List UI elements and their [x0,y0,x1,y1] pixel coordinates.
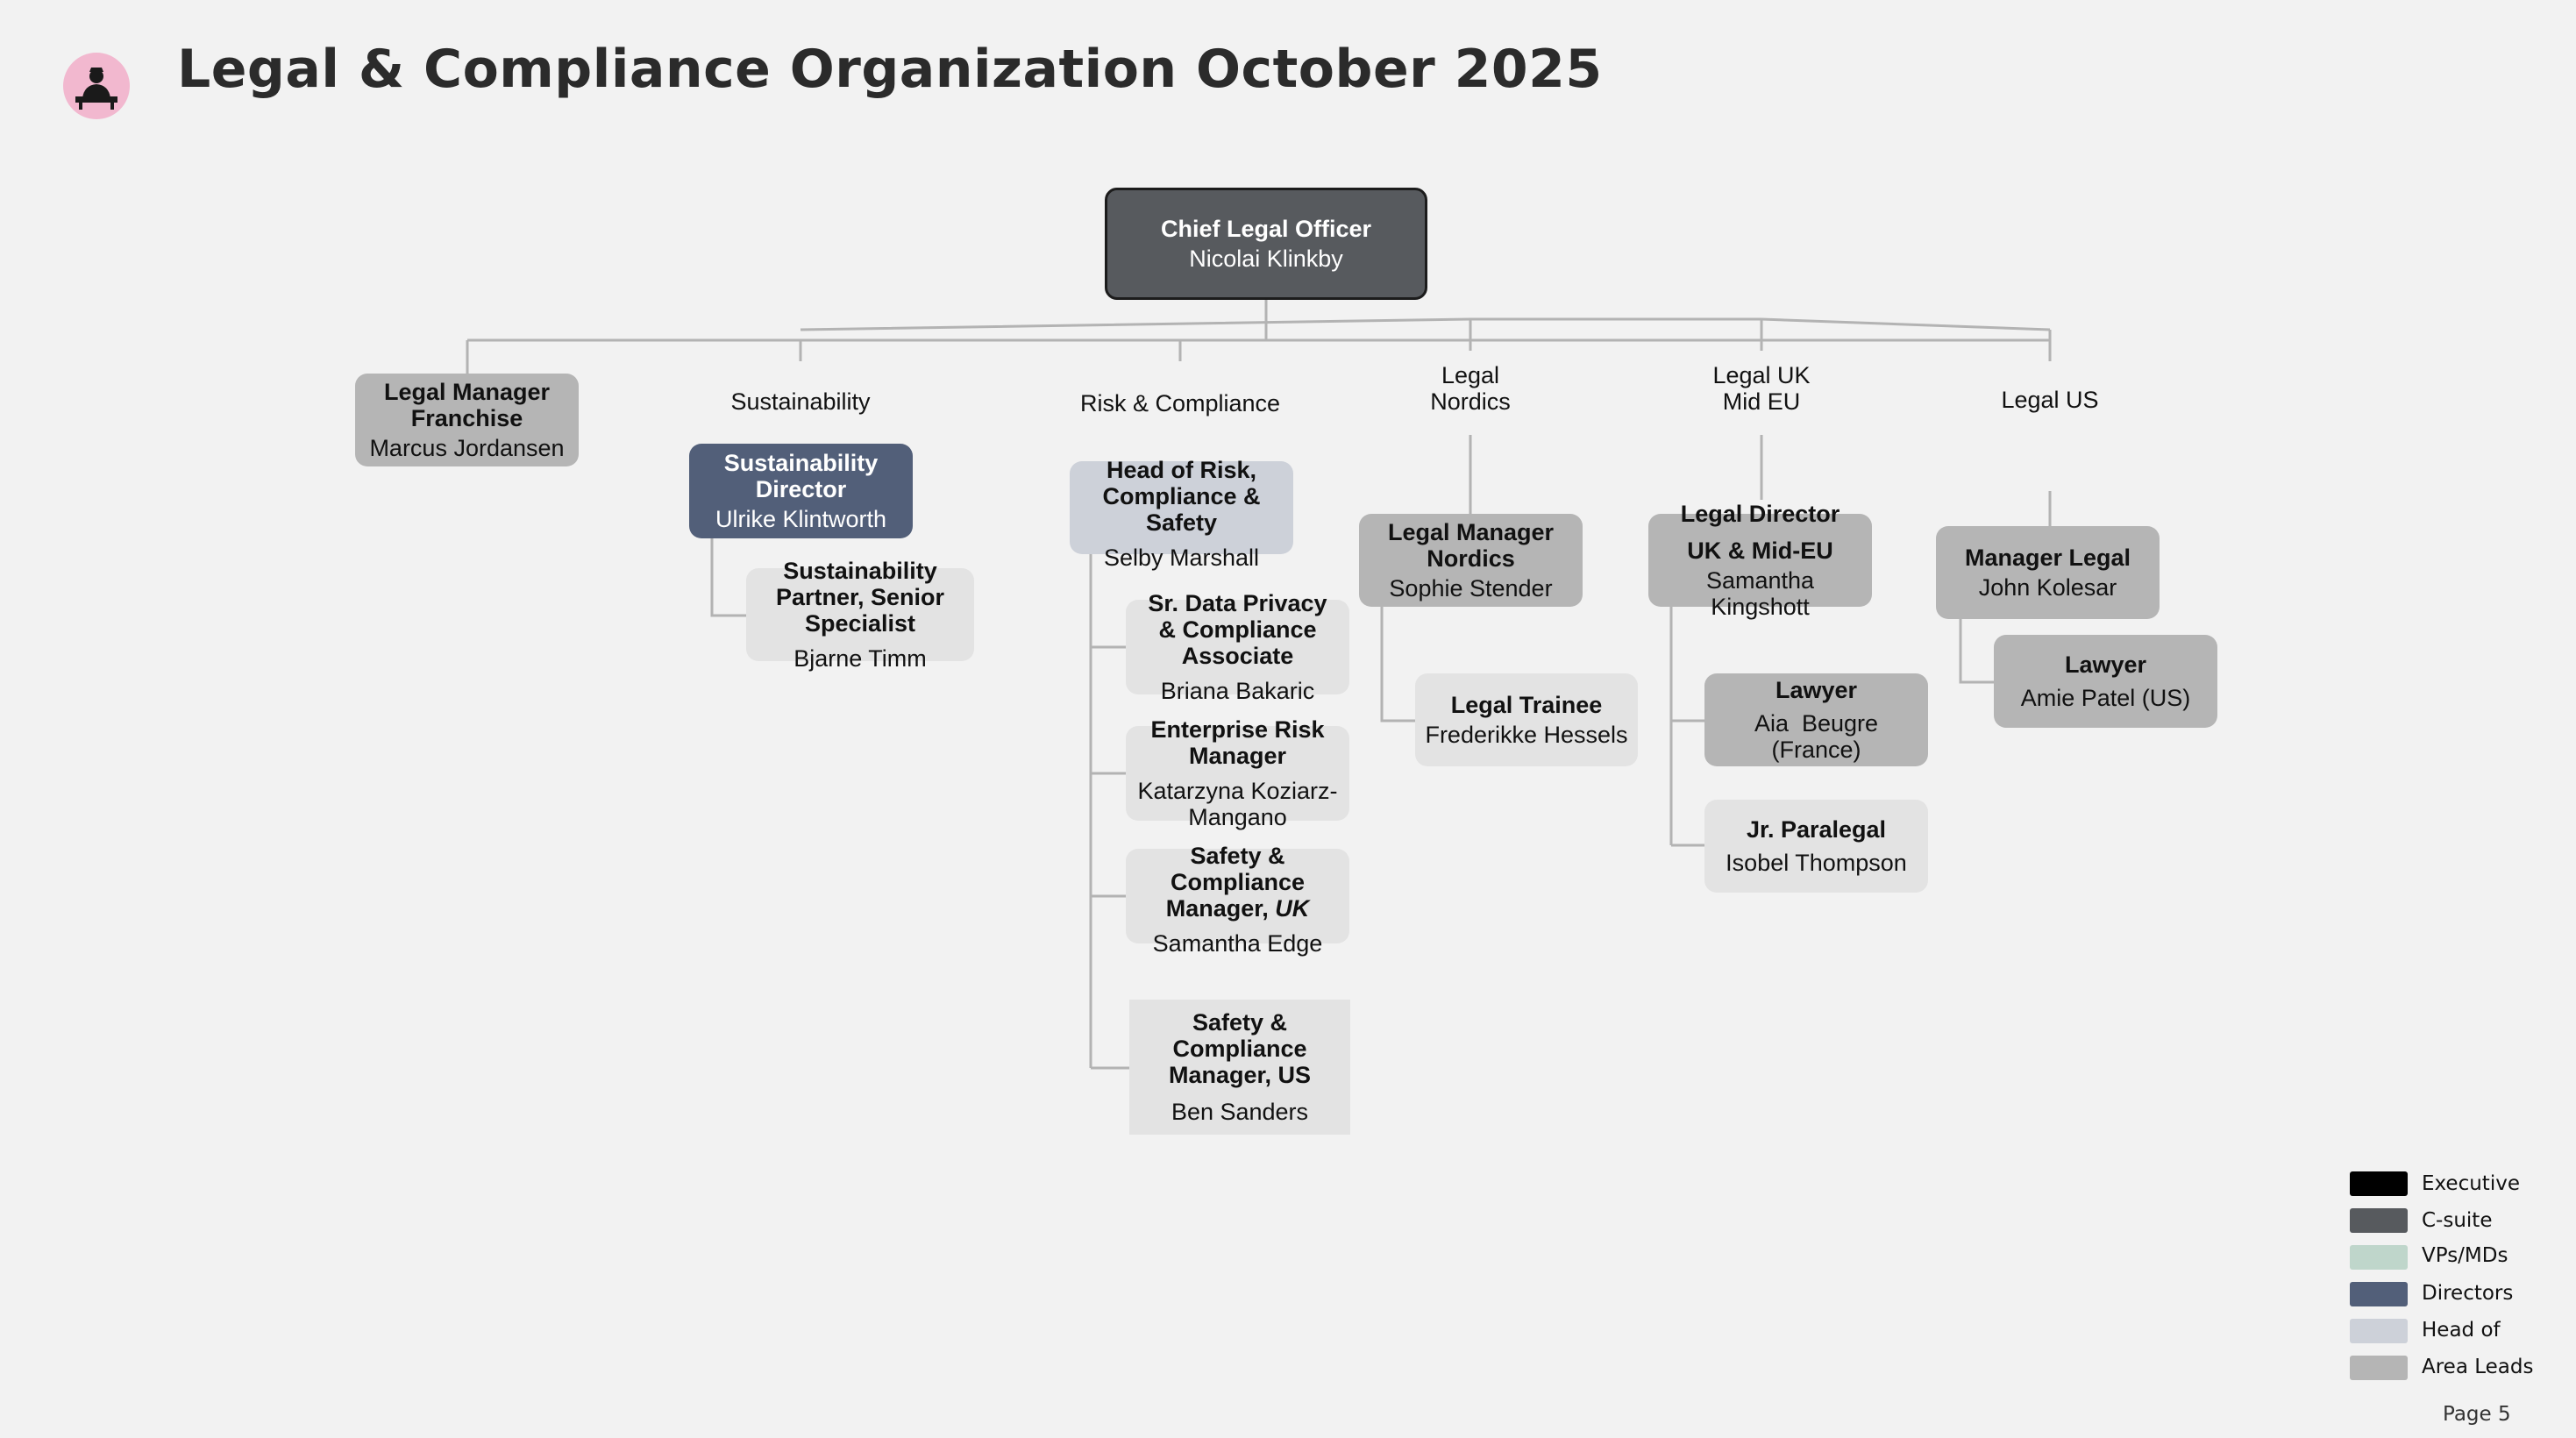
safety-us-name: Ben Sanders [1171,1099,1309,1126]
dept-ukmideu: Legal UK Mid EU [1712,362,1811,415]
safety-uk-name: Samantha Edge [1152,930,1323,957]
safety-uk-role [1163,843,1313,922]
enterprise-risk-card[interactable] [1126,715,1349,831]
head-risk-role: Head of Risk, Compliance & Safety [1102,456,1261,536]
uk-lawyer-name: Aia Beugre (France) [1754,709,1885,764]
us-manager-role: Manager Legal [1964,544,2131,571]
legend-swatch-head-of [2350,1319,2408,1343]
legend-swatch-vps-mds [2350,1245,2408,1270]
uk-lawyer-role: Lawyer [1775,676,1858,703]
dept-nordics: Legal Nordics [1430,362,1511,415]
dept-sustainability: Sustainability [730,388,871,415]
franchise-name: Marcus Jordansen [369,435,565,462]
safety-us-role: Safety & Compliance Manager, US [1168,1008,1312,1088]
safety-uk-role-prefix: Safety & Compliance Manager, [1165,842,1306,922]
legend-label-directors: Directors [2422,1282,2514,1305]
us-lawyer-name: Amie Patel (US) [2020,685,2191,711]
uk-director-role [1681,501,1840,564]
enterprise-risk-name: Katarzyna Koziarz-Mangano [1137,778,1338,831]
sustainability-director-card[interactable] [689,444,913,538]
uk-director-role-line2: UK & Mid-EU [1687,537,1833,564]
us-lawyer-role: Lawyer [2064,651,2147,678]
nordics-trainee-role: Legal Trainee [1450,691,1603,718]
sustainability-partner-name: Bjarne Timm [793,645,927,673]
clo-name: Nicolai Klinkby [1189,246,1343,272]
uk-director-role-line1: Legal Director [1680,500,1840,527]
sustainability-director-role: Sustainability Director [723,449,879,502]
legend-swatch-executive [2350,1171,2408,1196]
nordics-trainee-card[interactable] [1415,673,1638,766]
uk-lawyer-card[interactable] [1704,673,1928,766]
legend-label-head-of: Head of [2422,1319,2501,1342]
dept-risk: Risk & Compliance [1079,390,1281,416]
clo-card[interactable] [1105,188,1427,300]
head-risk-name: Selby Marshall [1103,545,1260,572]
enterprise-risk-role: Enterprise Risk Manager [1150,715,1325,769]
uk-director-name: Samantha Kingshott [1705,567,1815,621]
us-manager-name: John Kolesar [1978,574,2117,601]
data-privacy-card[interactable] [1126,589,1349,705]
legend-label-c-suite: C-suite [2422,1209,2493,1232]
us-manager-card[interactable] [1936,526,2160,619]
sustainability-partner-role: Sustainability Partner, Senior Specialist [775,557,945,637]
data-privacy-role: Sr. Data Privacy & Compliance Associate [1148,589,1327,669]
nordics-manager-card[interactable] [1359,514,1583,607]
uk-director-card[interactable] [1648,500,1872,621]
us-lawyer-card[interactable] [1994,635,2217,728]
franchise-card[interactable] [355,374,579,466]
legend-swatch-directors [2350,1282,2408,1306]
sustainability-director-name: Ulrike Klintworth [715,506,887,533]
uk-paralegal-name: Isobel Thompson [1726,850,1907,876]
legend-swatch-area-leads [2350,1356,2408,1380]
nordics-manager-role: Legal Manager Nordics [1387,518,1555,572]
data-privacy-name: Briana Bakaric [1160,678,1315,705]
uk-paralegal-role: Jr. Paralegal [1746,815,1887,843]
sustainability-partner-card[interactable] [746,557,974,673]
uk-paralegal-card[interactable] [1704,800,1928,893]
legend-label-vps-mds: VPs/MDs [2422,1244,2508,1267]
head-risk-card[interactable] [1070,456,1293,572]
page-title: Legal & Compliance Organization October 2025 [177,39,1603,100]
clo-role: Chief Legal Officer [1160,215,1372,242]
page-number: Page 5 [2443,1403,2511,1426]
nordics-manager-name: Sophie Stender [1389,575,1553,602]
safety-uk-role-emph: UK [1275,895,1310,922]
legend-swatch-c-suite [2350,1208,2408,1233]
safety-uk-card[interactable] [1126,842,1349,957]
legend-label-area-leads: Area Leads [2422,1356,2534,1378]
safety-us-card[interactable] [1129,1000,1350,1135]
dept-us: Legal US [2001,387,2099,413]
nordics-trainee-name: Frederikke Hessels [1425,722,1628,748]
legend-label-executive: Executive [2422,1172,2520,1195]
franchise-role: Legal Manager Franchise [383,378,551,431]
